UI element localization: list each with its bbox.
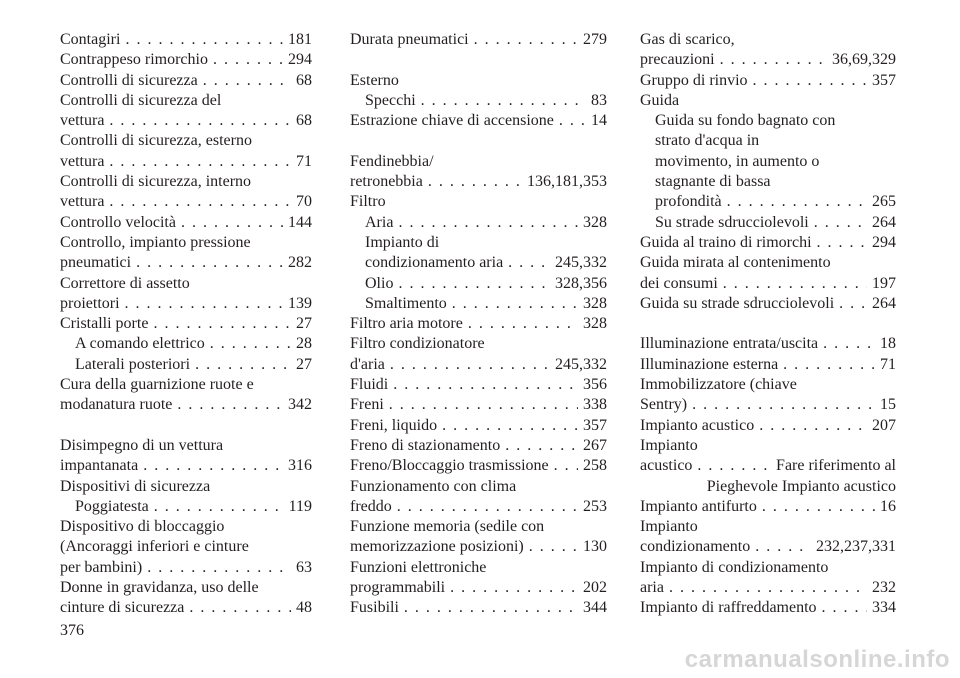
index-entry-text	[60, 477, 312, 497]
index-entry	[640, 416, 896, 436]
entry-label: Guida al traino di rimorchi	[640, 233, 812, 251]
entry-label: Filtro	[350, 193, 386, 211]
entry-label: Dispositivo di bloccaggio	[60, 518, 225, 536]
entry-label: Impianto	[640, 518, 698, 536]
entry-label: memorizzazione posizioni)	[350, 538, 524, 556]
entry-label: (Ancoraggi inferiori e cinture	[60, 538, 249, 556]
page-number: 376	[60, 622, 84, 639]
entry-page-ref: 27	[296, 315, 312, 333]
entry-label: Disimpegno di un vettura	[60, 436, 224, 454]
index-entry	[60, 192, 312, 212]
index-entry	[640, 334, 896, 354]
index-entry-text	[350, 152, 607, 172]
index-entry-text	[640, 131, 896, 151]
entry-label: Pieghevole Impianto acustico	[706, 477, 896, 495]
entry-page-ref: 63	[296, 558, 312, 576]
index-entry	[350, 537, 607, 557]
entry-page-ref: 181	[288, 31, 312, 48]
index-entry	[60, 111, 312, 131]
entry-page-ref: 344	[583, 599, 607, 617]
entry-page-ref: 197	[872, 274, 896, 292]
index-entry	[60, 314, 312, 334]
section-gap	[640, 314, 896, 334]
entry-label: Filtro condizionatore	[350, 335, 485, 353]
entry-label: Funzioni elettroniche	[350, 558, 487, 576]
entry-label: Fusibili	[350, 599, 399, 617]
dot-leader	[814, 213, 867, 233]
entry-label: Correttore di assetto	[60, 274, 190, 292]
dot-leader	[839, 294, 867, 314]
index-entry	[60, 294, 312, 314]
dot-leader	[109, 111, 291, 131]
entry-label: proiettori	[60, 294, 120, 312]
dot-leader	[697, 456, 771, 476]
entry-label: Illuminazione entrata/uscita	[640, 335, 819, 353]
index-entry	[60, 355, 312, 375]
dot-leader	[181, 213, 283, 233]
dot-leader	[817, 233, 867, 253]
entry-label: stagnante di bassa	[655, 173, 771, 191]
index-entry-text	[640, 91, 896, 111]
entry-label: Illuminazione esterna	[640, 355, 779, 373]
entry-label: Contagiri	[60, 31, 121, 48]
entry-label: pneumatici	[60, 254, 132, 272]
entry-label: Impianto acustico	[640, 416, 755, 434]
entry-page-ref: 28	[296, 335, 312, 353]
entry-label: Impianto antifurto	[640, 497, 757, 515]
entry-page-ref: 245,332	[555, 254, 607, 272]
dot-leader	[727, 192, 867, 212]
entry-label: Funzionamento con clima	[350, 477, 517, 495]
entry-page-ref: 328	[583, 213, 607, 231]
entry-label: Freno/Bloccaggio trasmissione	[350, 457, 549, 475]
index-entry	[640, 598, 896, 618]
entry-page-ref: 18	[880, 335, 896, 353]
dot-leader	[474, 30, 578, 50]
entry-label: dei consumi	[640, 274, 718, 292]
dot-leader	[393, 375, 578, 395]
entry-label: vettura	[60, 112, 105, 130]
dot-leader	[559, 111, 586, 131]
index-entry-text	[60, 375, 312, 395]
dot-leader	[143, 456, 283, 476]
entry-label: programmabili	[350, 579, 446, 597]
index-entry-text	[60, 172, 312, 192]
index-entry	[60, 50, 312, 70]
dot-leader	[505, 436, 578, 456]
index-entry-text	[350, 558, 607, 578]
index-entry	[350, 274, 607, 294]
index-entry-text	[640, 30, 896, 50]
watermark: carmanualsonline.info	[684, 646, 950, 673]
entry-label: Guida su fondo bagnato con	[655, 112, 836, 130]
entry-label: Controllo velocità	[60, 213, 176, 231]
index-entry	[350, 497, 607, 517]
entry-page-ref: 144	[288, 213, 312, 231]
entry-label: Gas di scarico,	[640, 31, 735, 48]
dot-leader	[125, 294, 283, 314]
entry-label: Esterno	[350, 71, 399, 89]
index-entry-text	[350, 192, 607, 212]
index-entry	[60, 456, 312, 476]
index-entry	[640, 456, 896, 476]
entry-page-ref: 279	[583, 31, 607, 48]
index-entry-text	[350, 517, 607, 537]
dot-leader	[136, 253, 283, 273]
dot-leader	[450, 578, 578, 598]
entry-page-ref: 27	[296, 355, 312, 373]
index-entry	[60, 558, 312, 578]
entry-page-ref: 258	[583, 457, 607, 475]
index-entry	[350, 314, 607, 334]
index-entry-text	[640, 172, 896, 192]
entry-label: Contrappeso rimorchio	[60, 51, 208, 69]
entry-page-ref: 71	[880, 355, 896, 373]
index-entry	[350, 456, 607, 476]
index-entry	[350, 416, 607, 436]
index-entry-text	[60, 274, 312, 294]
entry-label: Impianto di	[365, 233, 440, 251]
index-entry	[350, 172, 607, 192]
dot-leader	[398, 274, 550, 294]
entry-label: d'aria	[350, 355, 385, 373]
index-entry	[350, 213, 607, 233]
entry-page-ref: 338	[583, 396, 607, 414]
entry-label: Impianto di raffreddamento	[640, 599, 817, 617]
index-entry-text	[350, 477, 607, 497]
dot-leader	[177, 395, 283, 415]
index-entry	[60, 30, 312, 50]
index-entry-text	[60, 91, 312, 111]
dot-leader	[755, 537, 811, 557]
index-entry-text	[60, 131, 312, 151]
index-entry	[640, 274, 896, 294]
entry-label: Impianto di condizionamento	[640, 558, 829, 576]
index-entry	[640, 50, 896, 70]
dot-leader	[822, 598, 867, 618]
index-entry-text	[350, 334, 607, 354]
dot-leader	[508, 253, 550, 273]
index-entry-text	[640, 436, 896, 456]
entry-page-ref: 264	[872, 213, 896, 231]
index-entry	[60, 395, 312, 415]
entry-page-ref: 119	[288, 497, 312, 515]
dot-leader	[397, 497, 578, 517]
entry-label: A comando elettrico	[75, 335, 205, 353]
index-entry-text	[350, 71, 607, 91]
dot-leader	[203, 71, 291, 91]
index-entry	[640, 578, 896, 598]
index-entry	[640, 294, 896, 314]
entry-page-ref: 68	[296, 71, 312, 89]
entry-label: Fendinebbia/	[350, 152, 434, 170]
entry-label: Funzione memoria (sedile con	[350, 518, 545, 536]
entry-label: Specchi	[365, 91, 416, 109]
entry-label: per bambini)	[60, 558, 143, 576]
dot-leader	[529, 537, 578, 557]
index-column-2	[350, 30, 607, 619]
entry-label: Dispositivi di sicurezza	[60, 477, 211, 495]
index-entry	[640, 192, 896, 212]
index-entry	[640, 537, 896, 557]
entry-page-ref: 264	[872, 294, 896, 312]
entry-page-ref: 245,332	[555, 355, 607, 373]
entry-label: aria	[640, 579, 664, 597]
entry-label: Cristalli porte	[60, 315, 149, 333]
entry-label: Freno di stazionamento	[350, 436, 501, 454]
entry-page-ref: 71	[296, 152, 312, 170]
entry-label: strato d'acqua in	[655, 132, 760, 150]
entry-label: modanatura ruote	[60, 396, 173, 414]
entry-label: Durata pneumatici	[350, 31, 469, 48]
entry-page-ref: 328,356	[555, 274, 607, 292]
entry-label: vettura	[60, 152, 105, 170]
entry-page-ref: 334	[872, 599, 896, 617]
entry-label: Impianto	[640, 436, 698, 454]
entry-page-ref: 130	[583, 538, 607, 556]
entry-label: Filtro aria motore	[350, 315, 463, 333]
index-entry	[60, 71, 312, 91]
index-entry	[350, 91, 607, 111]
dot-leader	[759, 416, 867, 436]
entry-label: Su strade sdrucciolevoli	[655, 213, 809, 231]
index-entry-text	[60, 436, 312, 456]
entry-label: Guida	[640, 91, 680, 109]
index-entry	[640, 355, 896, 375]
entry-label: Guida su strade sdrucciolevoli	[640, 294, 835, 312]
index-entry	[640, 395, 896, 415]
index-column-3	[640, 30, 896, 619]
entry-page-ref: 328	[583, 294, 607, 312]
entry-label: cinture di sicurezza	[60, 599, 185, 617]
entry-page-ref: 267	[583, 436, 607, 454]
entry-label: Controlli di sicurezza, esterno	[60, 132, 252, 150]
dot-leader	[554, 456, 578, 476]
entry-label: Poggiatesta	[75, 497, 149, 515]
dot-leader	[452, 294, 578, 314]
entry-page-ref: 265	[872, 193, 896, 211]
entry-label: condizionamento	[640, 538, 751, 556]
index-entry-text	[60, 233, 312, 253]
index-entry	[60, 598, 312, 618]
dot-leader	[421, 91, 586, 111]
dot-leader	[404, 598, 578, 618]
dot-leader	[189, 598, 291, 618]
index-entry	[60, 152, 312, 172]
entry-label: condizionamento aria	[365, 254, 504, 272]
index-entry-text	[60, 517, 312, 537]
dot-leader	[783, 355, 875, 375]
entry-label: retronebbia	[350, 173, 423, 191]
index-entry	[60, 213, 312, 233]
index-entry	[60, 334, 312, 354]
entry-label: movimento, in aumento o	[655, 152, 820, 170]
dot-leader	[195, 355, 291, 375]
entry-page-ref: 139	[288, 294, 312, 312]
entry-page-ref: 253	[583, 497, 607, 515]
entry-label: Controlli di sicurezza	[60, 71, 198, 89]
section-gap	[60, 416, 312, 436]
dot-leader	[753, 71, 867, 91]
entry-label: acustico	[640, 457, 693, 475]
index-entry	[60, 253, 312, 273]
index-entry-text	[640, 375, 896, 395]
entry-label: vettura	[60, 193, 105, 211]
index-entry-text	[640, 477, 896, 497]
index-entry	[350, 111, 607, 131]
entry-label: Freni, liquido	[350, 416, 438, 434]
dot-leader	[428, 172, 522, 192]
entry-label: Donne in gravidanza, uso delle	[60, 579, 259, 597]
entry-label: Estrazione chiave di accensione	[350, 112, 554, 130]
entry-label: precauzioni	[640, 51, 715, 69]
dot-leader	[147, 558, 291, 578]
dot-leader	[109, 152, 291, 172]
index-entry-text	[640, 253, 896, 273]
index-entry	[350, 294, 607, 314]
dot-leader	[390, 355, 550, 375]
dot-leader	[125, 30, 283, 50]
entry-label: Laterali posteriori	[75, 355, 191, 373]
entry-label: profondità	[655, 193, 722, 211]
entry-label: Sentry)	[640, 396, 688, 414]
index-entry	[640, 497, 896, 517]
entry-page-ref: 68	[296, 112, 312, 130]
index-entry	[350, 355, 607, 375]
entry-page-ref: 316	[288, 457, 312, 475]
entry-label: Smaltimento	[365, 294, 447, 312]
entry-label: impantanata	[60, 457, 139, 475]
entry-label: Controlli di sicurezza, interno	[60, 173, 252, 191]
index-entry	[60, 497, 312, 517]
dot-leader	[669, 578, 867, 598]
entry-label: freddo	[350, 497, 392, 515]
entry-page-ref: 294	[288, 51, 312, 69]
entry-label: Fluidi	[350, 376, 389, 394]
entry-page-ref: 202	[583, 579, 607, 597]
index-entry-text	[640, 152, 896, 172]
index-column-1	[60, 30, 312, 619]
dot-leader	[154, 497, 284, 517]
entry-page-ref: 15	[880, 396, 896, 414]
entry-label: Cura della guarnizione ruote e	[60, 376, 254, 394]
entry-page-ref: 342	[288, 396, 312, 414]
entry-label: Immobilizzatore (chiave	[640, 376, 797, 394]
index-entry	[350, 578, 607, 598]
entry-page-ref: 136,181,353	[527, 173, 607, 191]
entry-page-ref: 294	[872, 233, 896, 251]
section-gap	[350, 131, 607, 151]
index-entry-text	[640, 517, 896, 537]
index-entry	[350, 395, 607, 415]
dot-leader	[762, 497, 875, 517]
entry-page-ref: Fare riferimento al	[776, 457, 896, 475]
entry-label: Guida mirata al contenimento	[640, 254, 831, 272]
entry-page-ref: 48	[296, 599, 312, 617]
dot-leader	[153, 314, 291, 334]
entry-page-ref: 357	[583, 416, 607, 434]
entry-page-ref: 282	[288, 254, 312, 272]
index-entry-text	[60, 537, 312, 557]
index-entry-text	[350, 233, 607, 253]
entry-page-ref: 232,237,331	[816, 538, 896, 556]
dot-leader	[692, 395, 875, 415]
index-entry	[350, 436, 607, 456]
dot-leader	[442, 416, 578, 436]
entry-page-ref: 70	[296, 193, 312, 211]
index-entry-text	[640, 111, 896, 131]
entry-label: Aria	[365, 213, 394, 231]
entry-label: Olio	[365, 274, 394, 292]
entry-page-ref: 36,69,329	[832, 51, 896, 69]
section-gap	[350, 50, 607, 70]
index-entry	[350, 598, 607, 618]
index-entry	[640, 233, 896, 253]
entry-page-ref: 16	[880, 497, 896, 515]
index-entry	[640, 213, 896, 233]
entry-page-ref: 207	[872, 416, 896, 434]
dot-leader	[823, 334, 875, 354]
index-entry-text	[640, 558, 896, 578]
dot-leader	[213, 50, 283, 70]
dot-leader	[389, 395, 578, 415]
dot-leader	[398, 213, 578, 233]
dot-leader	[210, 334, 291, 354]
index-entry	[640, 71, 896, 91]
entry-page-ref: 356	[583, 376, 607, 394]
index-entry-text	[60, 578, 312, 598]
dot-leader	[468, 314, 578, 334]
entry-label: Controlli di sicurezza del	[60, 91, 222, 109]
entry-page-ref: 14	[591, 112, 607, 130]
dot-leader	[723, 274, 867, 294]
entry-page-ref: 232	[872, 579, 896, 597]
index-entry	[350, 253, 607, 273]
index-entry	[350, 375, 607, 395]
dot-leader	[720, 50, 827, 70]
entry-page-ref: 357	[872, 71, 896, 89]
entry-label: Controllo, impianto pressione	[60, 233, 251, 251]
entry-label: Gruppo di rinvio	[640, 71, 748, 89]
entry-label: Freni	[350, 396, 384, 414]
index-entry	[350, 30, 607, 50]
dot-leader	[109, 192, 291, 212]
entry-page-ref: 328	[583, 315, 607, 333]
entry-page-ref: 83	[591, 91, 607, 109]
